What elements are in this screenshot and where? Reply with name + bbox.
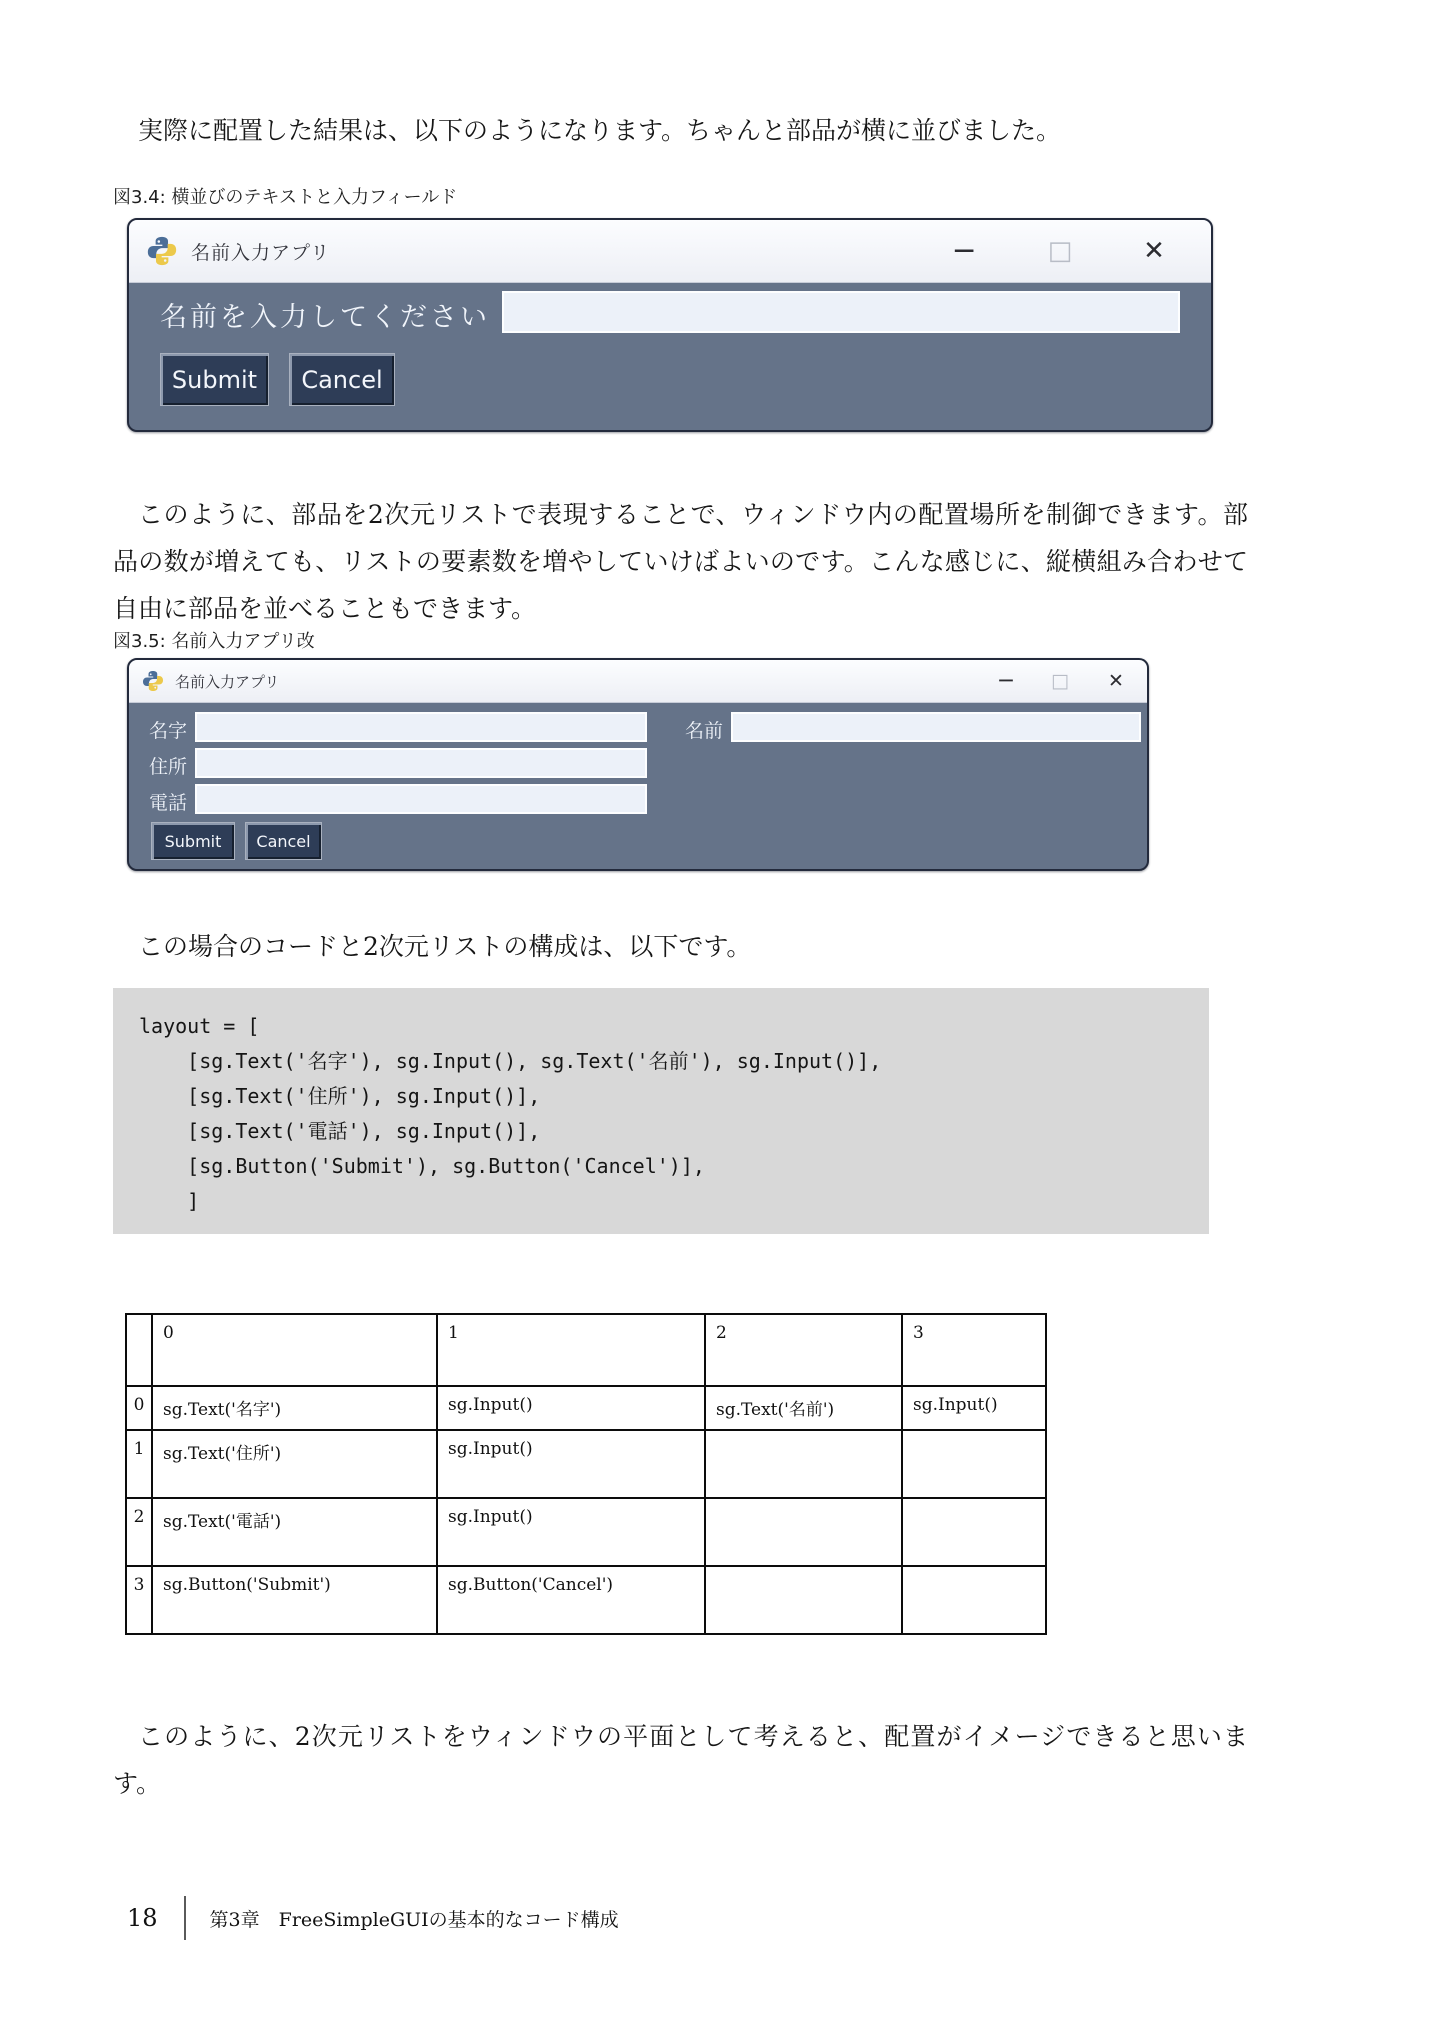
name-input[interactable] [502,291,1180,333]
column-header: 2 [705,1314,902,1386]
column-header: 1 [437,1314,705,1386]
last-name-label: 名字 [149,720,188,742]
paragraph-2: このように、部品を2次元リストで表現することで、ウィンドウ内の配置場所を制御できます。部品の数が増えても、リストの要素数を増やしていけばよいのです。こんな感じに、縦横組み合わせて自由に部品を並べることもできます。 [113,500,1248,623]
table-row [126,1386,1046,1430]
table-cell: sg.Text('名前') [705,1386,902,1430]
footer-divider [184,1896,186,1940]
last-name-input[interactable] [195,712,647,742]
paragraph-1: 実際に配置した結果は、以下のようになります。ちゃんと部品が横に並びました。 [138,116,1062,145]
row-index: 3 [126,1566,152,1634]
code-line: [sg.Text('電話'), sg.Input()], [139,1119,541,1143]
window-title: 名前入力アプリ [191,241,331,264]
table-corner-cell [126,1314,152,1386]
row-index: 1 [126,1430,152,1498]
code-block [113,988,1209,1234]
row-index: 2 [126,1498,152,1566]
titlebar [129,220,1211,283]
close-icon[interactable]: ✕ [1143,236,1165,266]
table-cell [902,1430,1046,1498]
submit-button[interactable]: Submit [151,822,235,860]
table-cell [902,1566,1046,1634]
chapter-title: 第3章 FreeSimpleGUIの基本的なコード構成 [209,1908,619,1931]
app-window-fig35 [127,658,1149,871]
first-name-input[interactable] [731,712,1141,742]
row-index: 0 [126,1386,152,1430]
table-cell: sg.Input() [437,1386,705,1430]
table-cell: sg.Button('Cancel') [437,1566,705,1634]
code-line: layout = [ [139,1014,260,1038]
address-input[interactable] [195,748,647,778]
table-cell: sg.Button('Submit') [152,1566,437,1634]
window-body [129,703,1147,870]
first-name-label: 名前 [685,720,724,742]
layout-table [125,1313,1047,1635]
python-icon [141,669,165,693]
table-cell: sg.Input() [437,1498,705,1566]
minimize-icon[interactable]: ─ [954,233,974,269]
close-icon[interactable]: ✕ [1108,670,1124,692]
python-icon [145,234,179,268]
code-line: ] [139,1189,200,1213]
table-cell [705,1498,902,1566]
table-header-row [126,1314,1046,1386]
table-cell [705,1566,902,1634]
code-line: [sg.Button('Submit'), sg.Button('Cancel')], [139,1154,705,1178]
submit-button[interactable]: Submit [160,353,269,406]
figure-3-4-caption: 図3.4: 横並びのテキストと入力フィールド [113,187,458,208]
table-cell: sg.Input() [437,1430,705,1498]
table-row [126,1498,1046,1566]
column-header: 3 [902,1314,1046,1386]
phone-label: 電話 [149,792,188,814]
code-line: [sg.Text('住所'), sg.Input()], [139,1084,541,1108]
window-body [129,283,1211,431]
page-number: 18 [127,1904,158,1932]
titlebar [129,660,1147,703]
code-line: [sg.Text('名字'), sg.Input(), sg.Text('名前'), sg.Input()], [139,1049,882,1073]
page-footer [127,1896,619,1940]
maximize-icon[interactable]: □ [1047,236,1073,266]
table-cell: sg.Input() [902,1386,1046,1430]
table-cell: sg.Text('住所') [152,1430,437,1498]
minimize-icon[interactable]: ─ [999,668,1013,694]
table-cell: sg.Text('電話') [152,1498,437,1566]
app-window-fig34 [127,218,1213,432]
table-cell [902,1498,1046,1566]
table-row [126,1566,1046,1634]
cancel-button[interactable]: Cancel [245,822,322,860]
name-prompt-label: 名前を入力してください [160,302,490,333]
phone-input[interactable] [195,784,647,814]
table-row [126,1430,1046,1498]
figure-3-5-caption: 図3.5: 名前入力アプリ改 [113,631,315,652]
paragraph-3: この場合のコードと2次元リストの構成は、以下です。 [138,932,752,961]
window-title: 名前入力アプリ [175,672,280,691]
address-label: 住所 [149,756,188,778]
cancel-button[interactable]: Cancel [289,353,395,406]
maximize-icon[interactable]: □ [1051,670,1069,692]
table-cell [705,1430,902,1498]
column-header: 0 [152,1314,437,1386]
paragraph-4: このように、2次元リストをウィンドウの平面として考えると、配置がイメージできると思います。 [113,1722,1248,1798]
table-cell: sg.Text('名字') [152,1386,437,1430]
